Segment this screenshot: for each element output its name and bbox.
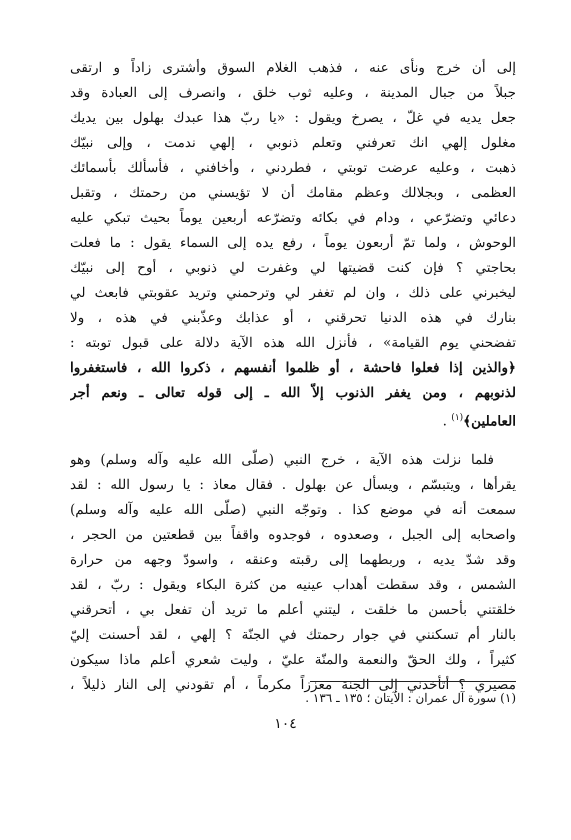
verse-end-punct: . xyxy=(442,413,452,430)
footnote-reference: (١) xyxy=(451,413,464,423)
page-number: ١٠٤ xyxy=(274,716,297,732)
text-line: فلما نزلت هذه الآية ، خرج النبي (صلّى الله عليه وآله وسلم) وهو xyxy=(70,452,494,468)
text-line: مصيري ؟ أتأخذني إلى الجنة معززاً مكرماً ، أم تقودني إلى النار ذليلاً ، xyxy=(70,677,516,693)
text-line: تفضحني يوم القيامة» ، فأنزل الله هذه الآية دلالة على قبول توبته : xyxy=(70,335,516,351)
text-line: بنارك في هذه الدنيا تحرقني ، أو عذابك وعذّبني في هذه ، ولا xyxy=(70,310,516,326)
text-line: ذهبت ، وعليه عرضت توبتي ، فطردني ، وأخافني ، فأسألك بأسمائك xyxy=(70,160,516,176)
text-line: بحاجتي ؟ فإن كنت قضيتها لي وغفرت لي ذنوبي ، أوح إلى نبيّك xyxy=(70,260,516,276)
text-line: جعل يديه في غلّ ، يصرخ ويقول : «يا ربّ هذا عبدك بهلول بين يديك xyxy=(70,110,516,126)
footnote-divider xyxy=(310,681,516,682)
text-line: إلى أن خرج ونأى عنه ، فذهب الغلام السوق وأشترى زاداً و ارتقى xyxy=(70,60,516,76)
text-line: دعائي وتضرّعي ، ودام في بكائه وتضرّعه أربعين يوماً بحيث تبكي عليه xyxy=(70,210,516,226)
text-line: الشمس ، وقد سقطت أهداب عينيه من كثرة البكاء ويقول : ربّ ، لقد xyxy=(70,577,516,593)
verse-line: ﴿والذين إذا فعلوا فاحشة ، أو ظلموا أنفسهم ، ذكروا الله ، فاستغفروا xyxy=(70,360,516,376)
body-text xyxy=(70,56,516,698)
text-line: الوحوش ، ولما تمّ أربعون يوماً ، رفع يده إلى السماء يقول : ما فعلت xyxy=(70,235,516,251)
verse-end-text: العاملين﴾ xyxy=(463,413,516,430)
paragraph-2 xyxy=(70,448,516,698)
text-line: العظمى ، وبجلالك وعظم مقامك أن لا تؤيسني من رحمتك ، وتقبل xyxy=(70,185,516,201)
verse-line-end xyxy=(70,406,516,431)
text-line: ليخبرني على ذلك ، وان لم تغفر لي وترحمني وتريد عقوبتي فابعث لي xyxy=(70,285,516,301)
paragraph-1 xyxy=(70,56,516,356)
text-line: بالنار أم تسكنني في جوار رحمتك في الجنّة ؟ إلهي ، لقد أحسنت إليّ xyxy=(70,627,516,643)
text-line: خلقتني بأحسن ما خلقت ، ليتني أعلم ما تريد أن تفعل بي ، أتحرقني xyxy=(70,602,516,618)
footnote: (١) سورة آل عمران : الآيتان ؛ ١٣٥ ـ ١٣٦ . xyxy=(305,691,516,705)
paragraph-gap xyxy=(70,431,516,448)
text-line: واصحابه إلى الجبل ، وصعدوه ، فوجدوه واقفاً بين قطعتين من الحجر ، xyxy=(70,527,516,543)
text-line: مغلول إلهي انك تعرفني وتعلم ذنوبي ، إلهي ندمت ، وإلى نبيّك xyxy=(70,135,516,151)
quran-verse xyxy=(70,356,516,431)
text-line: يقرأها ، ويتبسّم ، ويسأل عن بهلول . فقال معاذ : يا رسول الله : لقد xyxy=(70,477,516,493)
text-line: سمعت أنه في موضع كذا . وتوجّه النبي (صلّى الله عليه وآله وسلم) xyxy=(70,502,516,518)
text-line: جبلاً من جبال المدينة ، وعليه ثوب خلق ، وانصرف إلى العبادة وقد xyxy=(70,85,516,101)
verse-line: لذنوبهم ، ومن يغفر الذنوب إلاّ الله ـ إلى قوله تعالى ـ ونعم أجر xyxy=(70,385,516,401)
text-line: كثيراً ، ولك الحقّ والنعمة والمنّة عليّ ، وليت شعري أعلم ماذا سيكون xyxy=(70,652,516,668)
text-line: وقد شدّ يديه ، وربطهما إلى رقبته وعنقه ، واسودّ وجهه من حرارة xyxy=(70,552,516,568)
